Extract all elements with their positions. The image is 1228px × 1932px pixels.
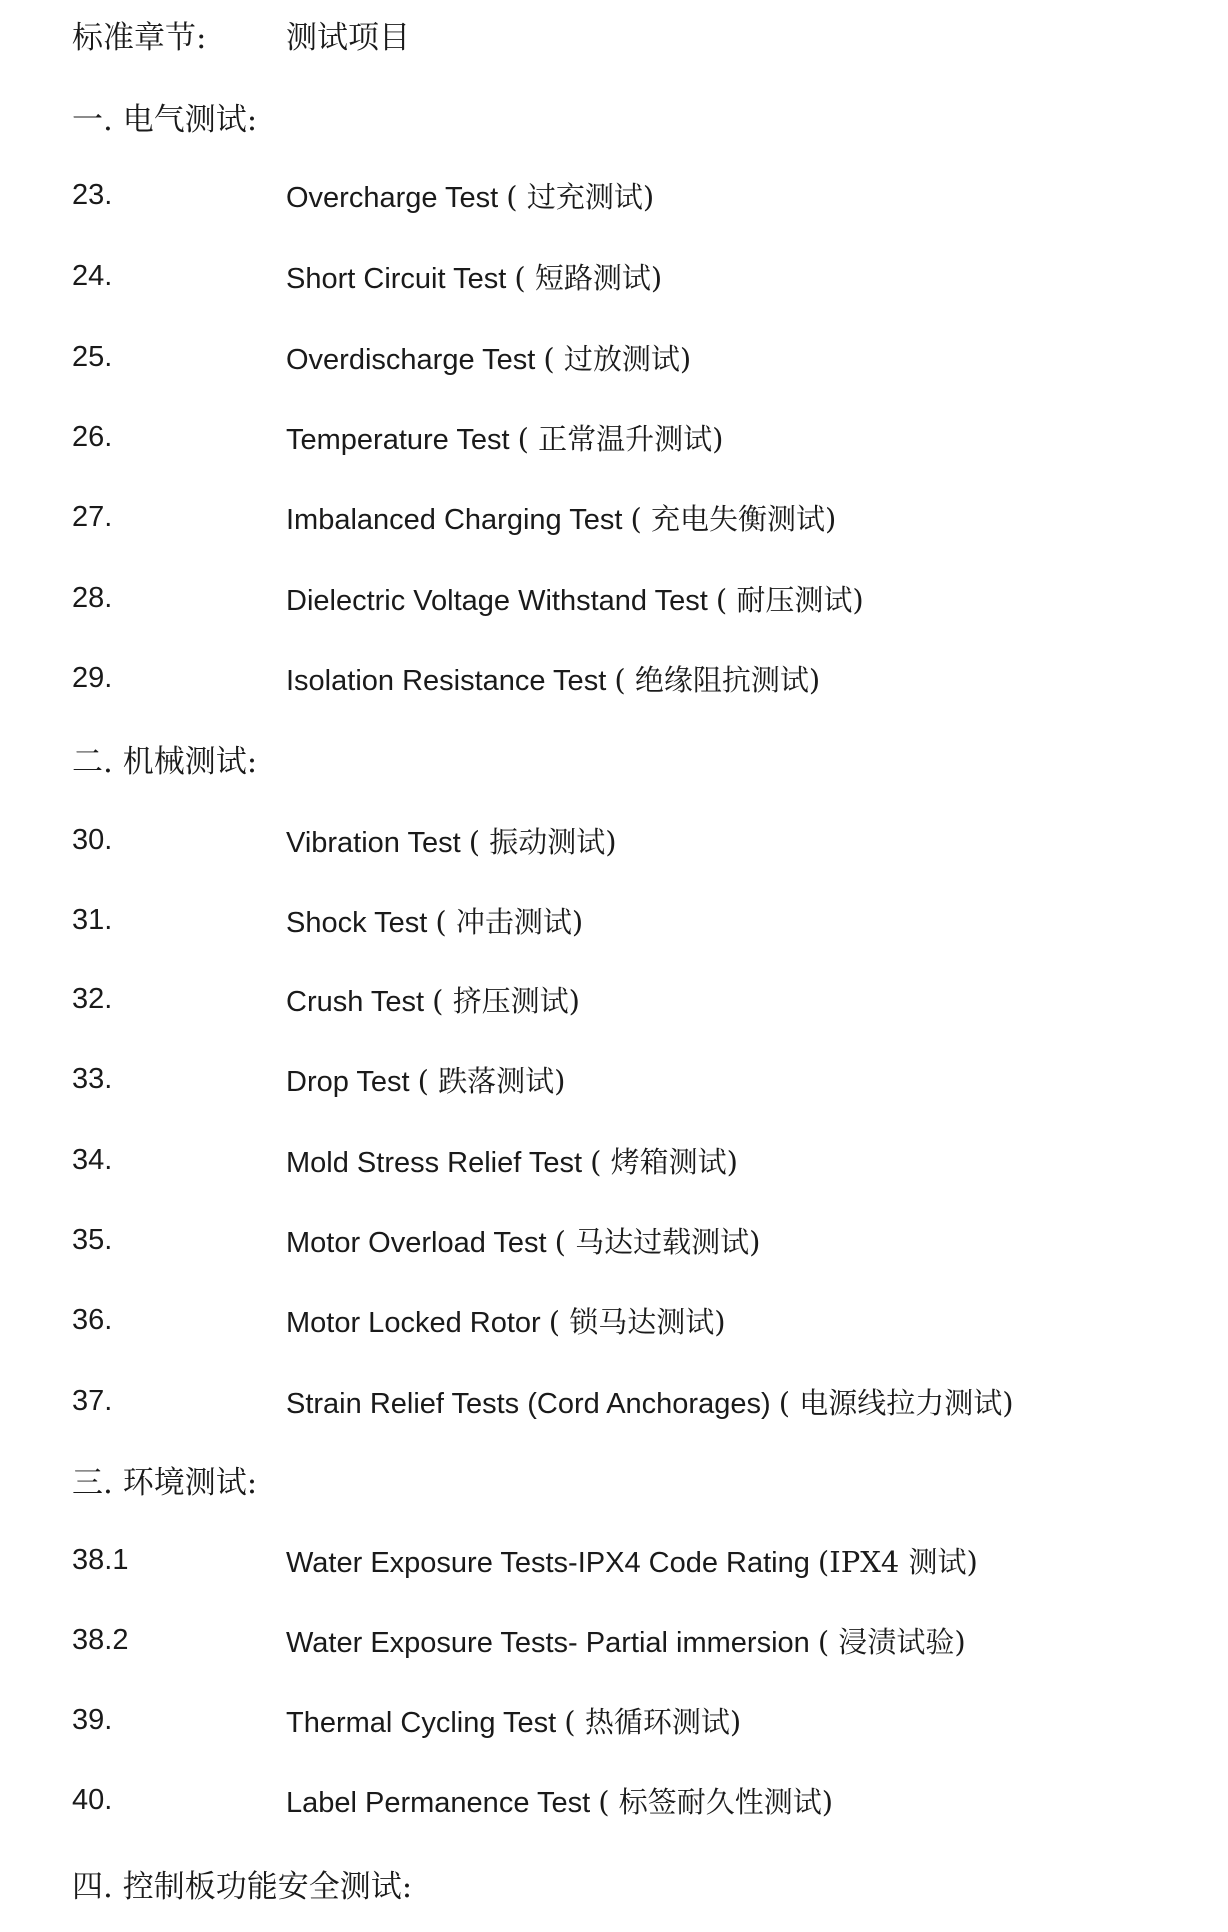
item-number: 39.: [72, 1703, 113, 1736]
item-number: 38.1: [72, 1543, 129, 1576]
item-name: Short Circuit Test: [286, 262, 507, 295]
item-number: 34.: [72, 1143, 113, 1176]
item-name: Thermal Cycling Test: [286, 1706, 557, 1739]
item-name-zh: ( 电源线拉力测试): [778, 1385, 1014, 1420]
header-row: [72, 4, 1192, 64]
list-item: [72, 890, 1192, 950]
list-item: [72, 487, 1192, 547]
section-title-control-board: [72, 1853, 1192, 1913]
item-name-zh: ( 冲击测试): [435, 904, 584, 939]
item-number: 36.: [72, 1303, 113, 1336]
list-item: [72, 1049, 1192, 1109]
item-name-zh: ( 耐压测试): [715, 582, 864, 617]
item-number: 26.: [72, 420, 113, 453]
section-title: 一. 电气测试:: [72, 101, 258, 138]
item-number: 31.: [72, 903, 113, 936]
list-item: [72, 1130, 1192, 1190]
list-item: [72, 1210, 1192, 1270]
item-number: 38.2: [72, 1623, 129, 1656]
item-name-zh: ( 振动测试): [468, 824, 617, 859]
list-item: [72, 1290, 1192, 1350]
item-name: Water Exposure Tests-IPX4 Code Rating: [286, 1546, 810, 1579]
item-number: 37.: [72, 1384, 113, 1417]
item-name-zh: ( 跌落测试): [417, 1063, 566, 1098]
item-name: Label Permanence Test: [286, 1786, 591, 1819]
item-name-zh: (IPX4 测试): [817, 1544, 978, 1579]
list-item: [72, 1371, 1192, 1431]
item-name: Temperature Test: [286, 423, 510, 456]
item-name: Mold Stress Relief Test: [286, 1146, 583, 1179]
items-label: 测试项目: [286, 19, 410, 56]
item-name: Crush Test: [286, 985, 425, 1018]
item-name-zh: ( 充电失衡测试): [630, 501, 837, 536]
item-number: 25.: [72, 340, 113, 373]
section-title: 四. 控制板功能安全测试:: [72, 1868, 413, 1905]
item-number: 29.: [72, 661, 113, 694]
item-number: 40.: [72, 1783, 113, 1816]
section-title-electrical: [72, 86, 1192, 146]
list-item: [72, 165, 1192, 225]
item-number: 23.: [72, 178, 113, 211]
list-item: [72, 246, 1192, 306]
item-number: 28.: [72, 581, 113, 614]
item-name-zh: ( 绝缘阻抗测试): [614, 662, 821, 697]
section-title: 二. 机械测试:: [72, 743, 258, 780]
section-title-environmental: [72, 1449, 1192, 1509]
item-name-zh: ( 短路测试): [514, 260, 663, 295]
item-name-zh: ( 热循环测试): [564, 1704, 742, 1739]
list-item: [72, 568, 1192, 628]
chapter-label: 标准章节:: [72, 19, 207, 56]
item-name: Strain Relief Tests (Cord Anchorages): [286, 1387, 771, 1420]
item-name: Overcharge Test: [286, 181, 499, 214]
item-number: 33.: [72, 1062, 113, 1095]
item-name-zh: ( 挤压测试): [432, 983, 580, 1018]
item-name-zh: ( 标签耐久性测试): [598, 1784, 834, 1819]
item-name: Overdischarge Test: [286, 343, 536, 376]
item-number: 27.: [72, 500, 113, 533]
item-name: Shock Test: [286, 906, 428, 939]
item-name-zh: ( 烤箱测试): [590, 1144, 738, 1179]
item-number: 30.: [72, 823, 113, 856]
item-name-zh: ( 正常温升测试): [517, 421, 724, 456]
list-item: [72, 1690, 1192, 1750]
item-name: Isolation Resistance Test: [286, 664, 607, 697]
item-number: 35.: [72, 1223, 113, 1256]
list-item: [72, 1530, 1192, 1590]
item-name-zh: ( 马达过载测试): [554, 1224, 761, 1259]
item-name-zh: ( 浸渍试验): [817, 1624, 966, 1659]
item-name: Drop Test: [286, 1065, 410, 1098]
list-item: [72, 969, 1192, 1029]
item-name: Motor Overload Test: [286, 1226, 547, 1259]
item-name: Vibration Test: [286, 826, 461, 859]
section-title: 三. 环境测试:: [72, 1464, 258, 1501]
list-item: [72, 1610, 1192, 1670]
item-name: Dielectric Voltage Withstand Test: [286, 584, 708, 617]
item-name-zh: ( 过放测试): [543, 341, 692, 376]
item-name-zh: ( 过充测试): [506, 179, 655, 214]
item-number: 32.: [72, 982, 113, 1015]
list-item: [72, 1770, 1192, 1830]
item-name: Water Exposure Tests- Partial immersion: [286, 1626, 810, 1659]
item-number: 24.: [72, 259, 113, 292]
list-item: [72, 648, 1192, 708]
item-name-zh: ( 锁马达测试): [548, 1304, 726, 1339]
item-name: Motor Locked Rotor: [286, 1306, 541, 1339]
section-title-mechanical: [72, 728, 1192, 788]
list-item: [72, 407, 1192, 467]
list-item: [72, 810, 1192, 870]
item-name: Imbalanced Charging Test: [286, 503, 623, 536]
list-item: [72, 327, 1192, 387]
